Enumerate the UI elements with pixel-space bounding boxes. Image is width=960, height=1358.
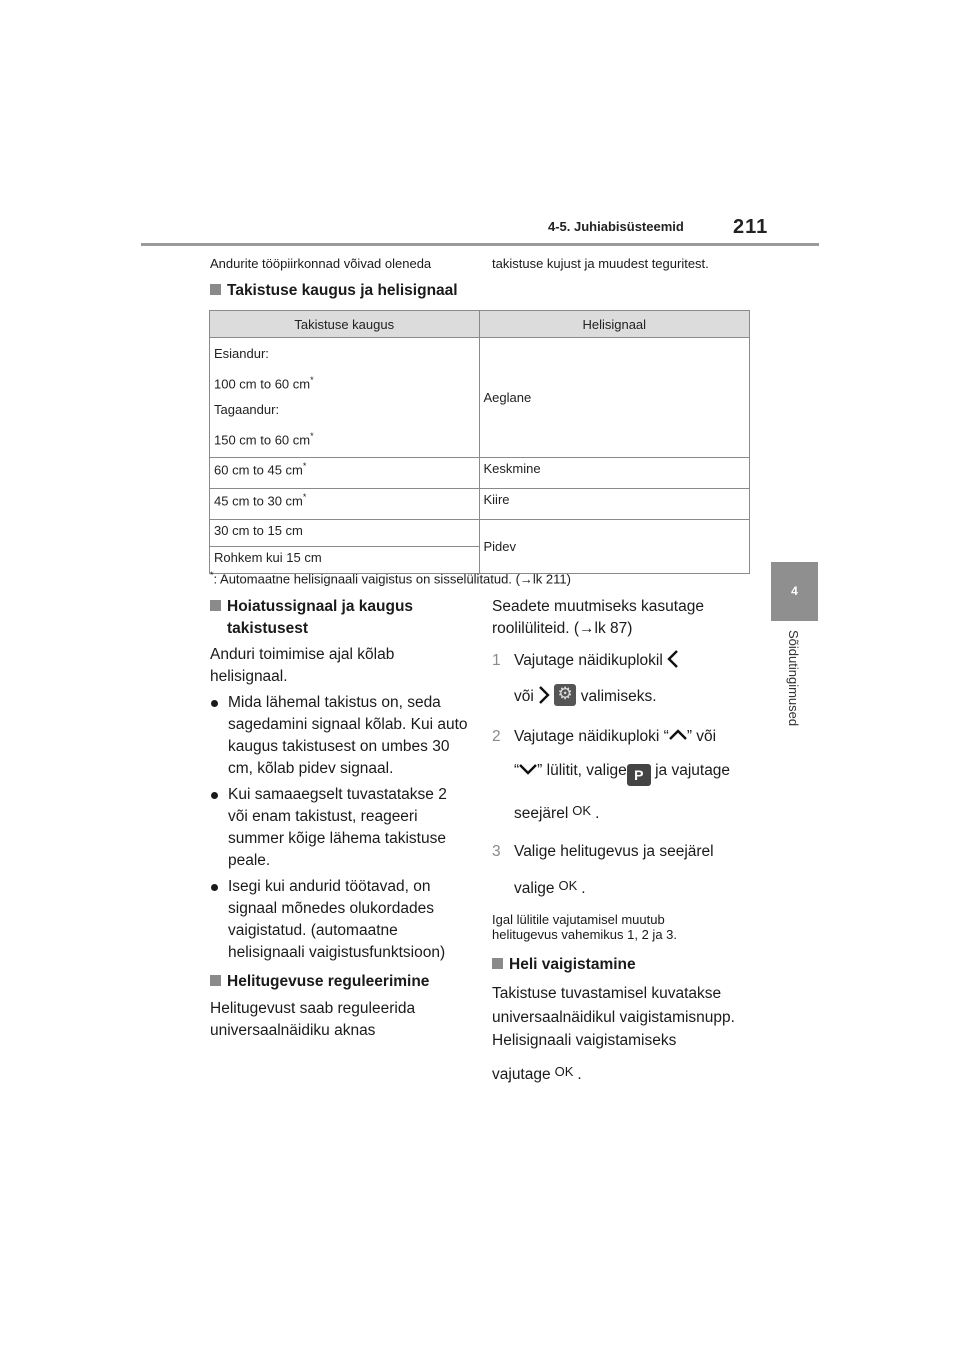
square-bullet-icon: [210, 284, 221, 295]
section-title-warning: Hoiatussignaal ja kaugus takistusest: [210, 596, 468, 640]
table-header: Takistuse kaugus: [210, 311, 480, 338]
front-sensor-range: 100 cm to 60 cm*: [214, 375, 314, 392]
step-2-end: seejärel OK .: [492, 800, 762, 825]
table-header: Helisignaal: [479, 311, 750, 338]
ok-icon: OK: [558, 878, 578, 893]
continuation-right: takistuse kujust ja muudest teguritest.: [492, 256, 709, 271]
parking-sensor-icon: P: [627, 764, 651, 786]
table-cell: Pidev: [479, 519, 750, 573]
section-title-distance: [210, 280, 458, 302]
table-cell: [210, 338, 480, 458]
gear-icon: [554, 684, 576, 706]
paragraph: Takistuse tuvastamisel kuvatakse universaalnäidikul vaigistamisnupp. Helisignaali vaigistamiseks: [492, 985, 735, 1049]
section-title-text: Takistuse kaugus ja helisignaal: [227, 282, 458, 299]
front-sensor-label: Esiandur:: [214, 346, 269, 361]
list-item: Isegi kui andurid töötavad, on signaal mõnedes olukordades vaigistatud. (automaatne helisignaali vaigistusfunktsioon): [210, 876, 468, 964]
chevron-right-icon: [538, 688, 550, 705]
list-item: Mida lähemal takistus on, seda sagedamini signaal kõlab. Kui auto kaugus takistusest on umbes 30 cm, kõlab pidev signaal.: [210, 692, 468, 780]
square-bullet-icon: [210, 975, 221, 986]
distance-signal-table: [209, 310, 750, 574]
paragraph: Seadete muutmiseks kasutage roolilüliteid. (→lk 87): [492, 598, 704, 637]
table-cell: 45 cm to 30 cm*: [210, 488, 480, 519]
page-number: 211: [733, 216, 769, 238]
step-2: 2 Vajutage näidikuploki “ ” või: [492, 728, 717, 745]
paragraph: Helitugevust saab reguleerida universaalnäidiku aknas: [210, 1000, 416, 1039]
rear-sensor-range: 150 cm to 60 cm*: [214, 431, 314, 448]
header-rule: [141, 243, 819, 246]
section-title-volume: Helitugevuse reguleerimine: [210, 971, 468, 993]
chapter-label: Sõidutingimused: [786, 630, 801, 727]
table-cell: 60 cm to 45 cm*: [210, 457, 480, 488]
table-row: [210, 457, 750, 488]
table-cell: Kiire: [479, 488, 750, 519]
list-item: Kui samaaegselt tuvastatakse 2 või enam takistust, reageeri summer kõige lähema takistuse peale.: [210, 784, 468, 872]
table-cell: Aeglane: [479, 338, 750, 458]
ok-icon: OK: [554, 1063, 574, 1079]
section-header: 4-5. Juhiabisüsteemid: [548, 219, 684, 234]
section-title-mute: Heli vaigistamine: [492, 954, 762, 976]
left-column: [210, 596, 468, 1042]
table-cell: Rohkem kui 15 cm: [210, 546, 480, 573]
table-row: [210, 519, 750, 546]
table-footnote: *: Automaatne helisignaali vaigistus on sisselülitatud. (→lk 211): [210, 570, 571, 587]
step-2-cont: “ ” lülitit, valige P ja vajutage: [492, 760, 762, 786]
step-1-cont: või ⚙ valimiseks.: [492, 684, 762, 708]
continuation-left: Andurite tööpiirkonnad võivad oleneda: [210, 256, 432, 271]
chevron-left-icon: [667, 652, 679, 669]
chevron-down-icon: [519, 762, 537, 779]
ok-icon: OK: [572, 803, 592, 818]
table-cell: 30 cm to 15 cm: [210, 519, 480, 546]
chapter-number: 4: [791, 584, 798, 598]
step-3: 3 Valige helitugevus ja seejärel: [492, 843, 714, 860]
table-cell: Keskmine: [479, 457, 750, 488]
paragraph: Anduri toimimise ajal kõlab helisignaal.: [210, 646, 395, 685]
paragraph-end: vajutage OK .: [492, 1061, 762, 1086]
table-row: [210, 338, 750, 458]
table-header-row: [210, 311, 750, 338]
table-row: [210, 488, 750, 519]
right-column: [492, 596, 762, 1086]
square-bullet-icon: [492, 958, 503, 969]
rear-sensor-label: Tagaandur:: [214, 402, 280, 418]
note: Igal lülitile vajutamisel muutub helitugevus vahemikus 1, 2 ja 3.: [492, 912, 677, 942]
chapter-tab: [771, 562, 818, 621]
chevron-up-icon: [669, 728, 687, 745]
step-1: 1 Vajutage näidikuplokil: [492, 650, 762, 672]
square-bullet-icon: [210, 600, 221, 611]
step-3-cont: valige OK .: [492, 875, 762, 900]
